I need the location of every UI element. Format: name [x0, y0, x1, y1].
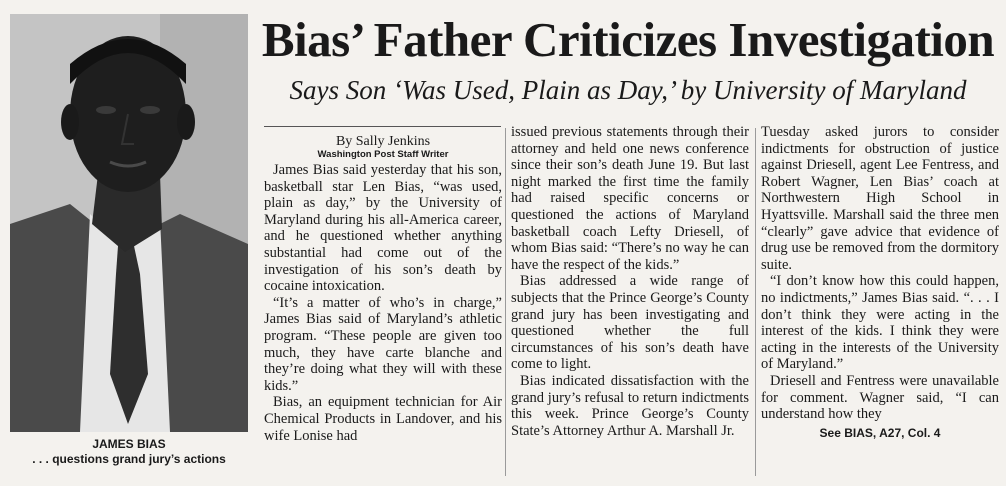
portrait-illustration [10, 14, 248, 432]
column-rule [755, 128, 756, 476]
article-column-2 [511, 124, 749, 439]
article-column-1 [264, 124, 502, 444]
caption-text: . . . questions grand jury’s actions [32, 452, 226, 466]
article-paragraph: issued previous statements through their attorney and held one news conference since their son’s death June 19. But last night marked the first time the family had raised specific concerns or questioned the actions of Maryland basketball coach Lefty Driesell, of whom Bias said: “There’s no way he can have the respect of the kids.” [511, 124, 749, 273]
article-paragraph: Driesell and Fentress were unavailable for comment. Wagner said, “I can understand how they [761, 372, 999, 423]
article-paragraph: “I don’t know how this could happen, no indictments,” James Bias said. “. . . I don’t think they were acting in the interest of the kids. I think they were acting in the interests of the University of Maryland.” [761, 273, 999, 373]
jump-line[interactable]: See BIAS, A27, Col. 4 [819, 425, 941, 440]
byline [264, 134, 502, 160]
byline-author: By Sally Jenkins [335, 134, 431, 149]
article-paragraph: Bias, an equipment technician for Air Chemical Products in Landover, and his wife Lonise had [264, 394, 502, 444]
headline: Bias’ Father Criticizes Investigation [261, 12, 995, 67]
photo-caption [10, 437, 248, 467]
article-paragraph: “It’s a matter of who’s in charge,” James Bias said of Maryland’s athletic program. “These people are given too much, they have carte blanche and they’re doing what they will with these kids.” [264, 294, 502, 394]
caption-name: JAMES BIAS [92, 437, 166, 451]
article-column-3 [761, 124, 999, 441]
article-paragraph: Tuesday asked jurors to consider indictments for obstruction of justice against Driesell, agent Lee Fentress, and Robert Wagner, Len Bias’ coach at Northwestern High School in Hyattsville. Marshall said the three men “clearly” gave advice that evidence of drug use be removed from the dormitory suite. [761, 124, 999, 273]
column-rule [505, 128, 506, 476]
subhead: Says Son ‘Was Used, Plain as Day,’ by University of Maryland [289, 75, 967, 105]
article-paragraph: Bias indicated dissatisfaction with the grand jury’s refusal to return indictments this week. Prince George’s County State’s Attorney Arthur A. Marshall Jr. [511, 372, 749, 439]
article-paragraph: Bias addressed a wide range of subjects that the Prince George’s County grand jury has been investigating and questioned whether the full circumstances of his son’s death have come to light. [511, 273, 749, 373]
article-paragraph: James Bias said yesterday that his son, basketball star Len Bias, “was used, plain as day,” by the University of Maryland during his all-America career, and he questioned whether anything substantial had come out of the investigation of his son’s death by cocaine intoxication. [264, 162, 502, 295]
portrait-photo [10, 14, 248, 432]
byline-organization: Washington Post Staff Writer [317, 149, 449, 160]
